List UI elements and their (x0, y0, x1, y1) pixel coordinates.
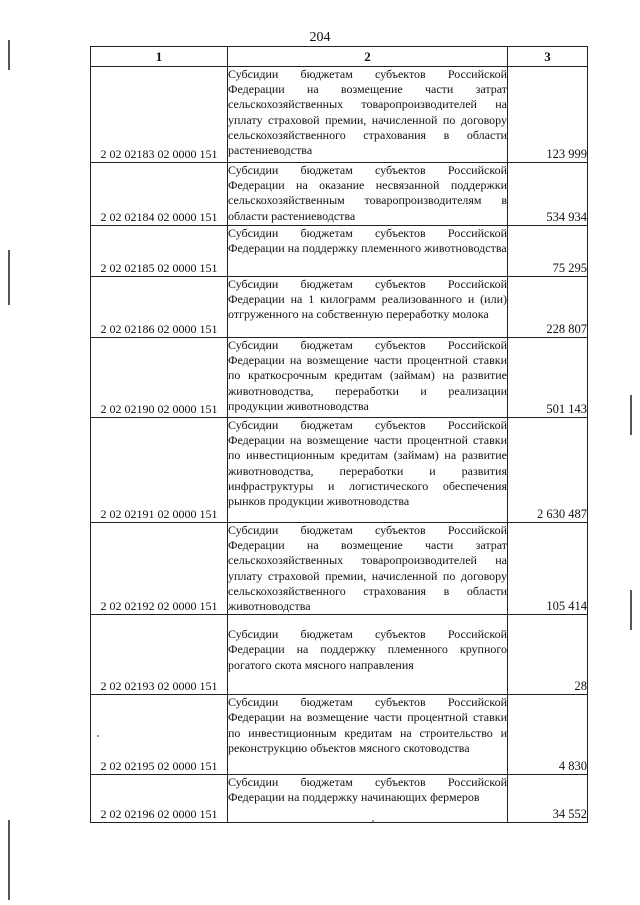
row-amount: 534 934 (508, 163, 588, 226)
table-row (91, 523, 588, 615)
row-description: Субсидии бюджетам субъектов Российской Федерации на возмещение части процентной ставки по инвестиционным кредитам (займам) на развитие животноводства, переработки и развития инфраструктуры и логистического обеспечения рынков продукции животноводства (228, 418, 508, 523)
table-row (91, 67, 588, 163)
budget-code: 2 02 02196 02 0000 151 (91, 775, 228, 823)
row-amount: 105 414 (508, 523, 588, 615)
row-amount: 75 295 (508, 226, 588, 277)
column-header: 3 (508, 47, 588, 67)
table-row (91, 338, 588, 418)
row-description: Субсидии бюджетам субъектов Российской Федерации на возмещение части затрат сельскохозяйственных товаропроизводителей на уплату страховой премии, начисленной по договору сельскохозяйственного страхования в области растениеводства (228, 67, 508, 163)
row-amount: 123 999 (508, 67, 588, 163)
row-amount: 501 143 (508, 338, 588, 418)
budget-code: 2 02 02183 02 0000 151 (91, 67, 228, 163)
row-description: Субсидии бюджетам субъектов Российской Федерации на возмещение части процентной ставки по краткосрочным кредитам (займам) на развитие животноводства, переработки и реализации продукции животноводства (228, 338, 508, 418)
row-description: Субсидии бюджетам субъектов Российской Федерации на возмещение части затрат сельскохозяйственных товаропроизводителей на уплату страховой премии, начисленной по договору сельскохозяйственного страхования в области животноводства (228, 523, 507, 614)
scan-edge-mark (630, 590, 632, 630)
table-row (91, 277, 588, 338)
budget-code: 2 02 02191 02 0000 151 (91, 418, 228, 523)
budget-code: 2 02 02185 02 0000 151 (91, 226, 228, 277)
budget-code: 2 02 02186 02 0000 151 (91, 277, 228, 338)
column-header: 1 (91, 47, 228, 67)
row-description: Субсидии бюджетам субъектов Российской Федерации на возмещение части процентной ставки по инвестиционным кредитам на строительство и реконструкцию объектов мясного скотоводства (228, 695, 508, 775)
page-number: 204 (309, 30, 331, 45)
row-description: Субсидии бюджетам субъектов Российской Федерации на поддержку племенного животноводства (228, 226, 508, 277)
row-description: Субсидии бюджетам субъектов Российской Федерации на поддержку племенного крупного рогатого скота мясного направления (228, 615, 508, 695)
scan-edge-mark (8, 250, 10, 305)
table-row (91, 226, 588, 277)
table-row (91, 418, 588, 523)
budget-code: 2 02 02195 02 0000 151 (91, 695, 228, 775)
row-description: Субсидии бюджетам субъектов Российской Федерации на оказание несвязанной поддержки сельскохозяйственным товаропроизводителям в области растениеводства (228, 163, 508, 226)
row-description: Субсидии бюджетам субъектов Российской Федерации на 1 килограмм реализованного и (или) отгруженного на собственную переработку молока (228, 277, 508, 338)
budget-table (90, 46, 588, 823)
column-header: 2 (228, 47, 508, 67)
budget-code: 2 02 02193 02 0000 151 (91, 615, 228, 695)
row-amount: 28 (508, 615, 588, 695)
row-amount: 2 630 487 (508, 418, 588, 523)
table-row (91, 775, 588, 823)
table-row (91, 695, 588, 775)
header-row (91, 47, 588, 67)
table-row (91, 163, 588, 226)
row-amount: 228 807 (508, 277, 588, 338)
row-amount: 34 552 (508, 775, 588, 823)
budget-code: 2 02 02190 02 0000 151 (91, 338, 228, 418)
row-description: Субсидии бюджетам субъектов Российской Федерации на поддержку начинающих фермеров (228, 775, 508, 823)
budget-code: 2 02 02184 02 0000 151 (91, 163, 228, 226)
budget-code: 2 02 02192 02 0000 151 (91, 523, 228, 615)
scan-edge-mark (8, 40, 10, 70)
row-amount: 4 830 (508, 695, 588, 775)
scan-edge-mark (630, 395, 632, 435)
table-row (91, 615, 588, 695)
scan-edge-mark (8, 820, 10, 900)
